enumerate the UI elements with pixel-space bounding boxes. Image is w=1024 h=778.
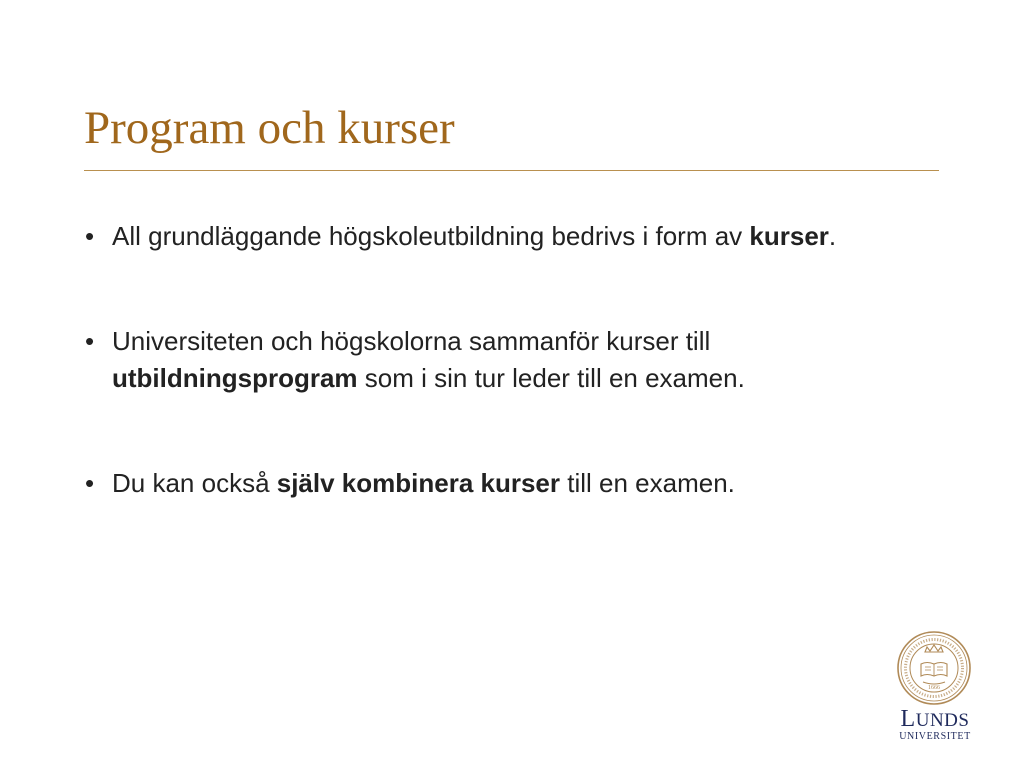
bullet-text: till en examen. xyxy=(560,468,735,498)
logo-wordmark xyxy=(888,706,982,734)
logo-subtitle: UNIVERSITET xyxy=(899,731,971,742)
bullet-item xyxy=(84,218,924,255)
bullet-list xyxy=(84,218,924,570)
title-divider xyxy=(84,170,939,171)
bullet-marker: • xyxy=(85,468,95,498)
bullet-bold-text: utbildningsprogram xyxy=(112,363,358,393)
bullet-item xyxy=(84,323,924,397)
bullet-bold-text: själv kombinera kurser xyxy=(276,468,561,498)
bullet-text: All grundläggande högskoleutbildning bedrivs i form av xyxy=(112,221,750,251)
logo-rest: UNDS xyxy=(915,710,970,731)
bullet-marker: • xyxy=(85,221,95,251)
bullet-bold-text: kurser xyxy=(749,221,829,251)
lund-university-logo xyxy=(884,630,984,750)
bullet-item xyxy=(84,465,924,502)
seal-year: 1666 xyxy=(928,685,940,691)
bullet-text: som i sin tur leder till en examen. xyxy=(357,363,745,393)
bullet-text: Universiteten och högskolorna sammanför kurser till xyxy=(112,326,711,356)
university-seal-icon xyxy=(896,630,972,706)
bullet-marker: • xyxy=(85,326,95,356)
slide-title: Program och kurser xyxy=(84,102,455,154)
bullet-text: Du kan också xyxy=(112,468,277,498)
bullet-text: . xyxy=(828,221,837,251)
logo-initial: L xyxy=(900,706,916,732)
